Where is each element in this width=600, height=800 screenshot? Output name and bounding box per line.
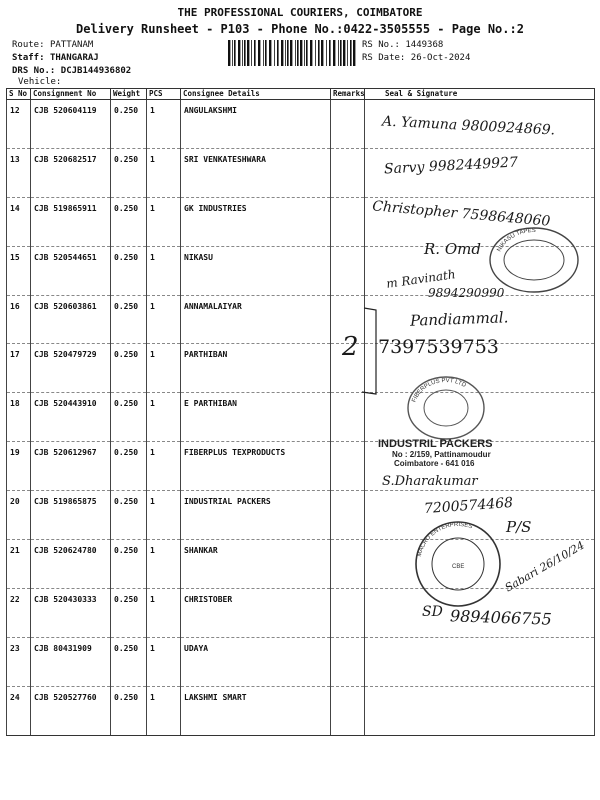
cell-consignee: SRI VENKATESHWARA — [181, 148, 331, 197]
remark-row-18: 2 — [342, 332, 359, 362]
cell-consignee: CHRISTOBER — [181, 588, 331, 637]
barcode-bar — [310, 40, 312, 66]
table-row — [7, 393, 595, 442]
cell-consignee: FIBERPLUS TEXPRODUCTS — [181, 442, 331, 491]
signature-row-24-sign: SD — [422, 604, 443, 620]
barcode-bar — [263, 40, 264, 66]
cell-sno: 12 — [7, 100, 31, 149]
barcode-bar — [318, 40, 320, 66]
barcode-image — [228, 40, 356, 66]
barcode-bar — [251, 40, 252, 66]
barcode-bar — [274, 40, 275, 66]
remarks-bracket — [358, 306, 382, 398]
rs-no-label: RS No.: — [362, 40, 400, 50]
barcode-bar — [281, 40, 283, 66]
cell-consignment: CJB 519865911 — [31, 197, 111, 246]
col-header-pcs: PCS — [147, 89, 181, 100]
cell-sno: 15 — [7, 246, 31, 295]
signature-row-21-name: S.Dharakumar — [382, 474, 478, 489]
barcode-bar — [254, 40, 256, 66]
signature-row-15: R. Omd — [424, 240, 481, 258]
barcode-bar — [277, 40, 279, 66]
cell-weight: 0.250 — [111, 197, 147, 246]
industril-packers-stamp — [378, 438, 518, 482]
rs-date-label: RS Date: — [362, 53, 406, 63]
barcode-bar — [265, 40, 267, 66]
drs-value: DCJB144936802 — [60, 66, 132, 76]
cell-pcs: 1 — [147, 295, 181, 344]
barcode-bar — [285, 40, 286, 66]
cell-consignment: CJB 520603861 — [31, 295, 111, 344]
barcode-bar — [304, 40, 305, 66]
barcode-bar — [315, 40, 316, 66]
cell-consignee: ANGULAKSHMI — [181, 100, 331, 149]
cell-remarks — [331, 540, 365, 589]
cell-sno: 24 — [7, 686, 31, 735]
cell-weight: 0.250 — [111, 637, 147, 686]
signature-row-16-phone: 9894290990 — [428, 286, 505, 300]
col-header-consignment: Consignment No — [31, 89, 111, 100]
table-row — [7, 686, 595, 735]
barcode-bar — [269, 40, 271, 66]
cell-pcs: 1 — [147, 344, 181, 393]
cell-remarks — [331, 588, 365, 637]
cell-remarks — [331, 491, 365, 540]
cell-consignee: LAKSHMI SMART — [181, 686, 331, 735]
barcode-bar — [247, 40, 249, 66]
signature-row-16-name: m Ravinath — [385, 267, 457, 291]
barcode-bar — [297, 40, 299, 66]
cell-consignment: CJB 520604119 — [31, 100, 111, 149]
barcode-bar — [232, 40, 233, 66]
col-header-weight: Weight — [111, 89, 147, 100]
barcode-bar — [228, 40, 230, 66]
col-header-remarks: Remarks — [331, 89, 365, 100]
cell-remarks — [331, 197, 365, 246]
rs-no-value: 1449368 — [405, 40, 444, 50]
signature-row-18: 7397539753 — [378, 336, 499, 358]
cell-consignee: INDUSTRIAL PACKERS — [181, 491, 331, 540]
cell-consignment: CJB 520430333 — [31, 588, 111, 637]
barcode-bar — [343, 40, 345, 66]
table-header-row — [7, 89, 595, 100]
signature-row-21-phone: 7200574468 — [423, 494, 514, 518]
rs-no-line — [362, 40, 443, 50]
cell-pcs: 1 — [147, 393, 181, 442]
cell-remarks — [331, 442, 365, 491]
runsheet-table — [6, 88, 595, 736]
signature-row-13: Sarvy 9982449927 — [383, 154, 519, 178]
runsheet-title: THE PROFESSIONAL COURIERS, COIMBATORE — [177, 6, 423, 19]
barcode-bar — [353, 40, 355, 66]
macro-enterprises-seal — [408, 518, 508, 610]
cell-remarks — [331, 393, 365, 442]
barcode-bar — [333, 40, 335, 66]
cell-consignment: CJB 520612967 — [31, 442, 111, 491]
barcode-bar — [321, 40, 323, 66]
cell-pcs: 1 — [147, 686, 181, 735]
cell-pcs: 1 — [147, 100, 181, 149]
cell-pcs: 1 — [147, 491, 181, 540]
fiberplus-seal — [404, 372, 488, 442]
signature-row-24-phone: 9894066755 — [449, 606, 553, 629]
cell-sno: 14 — [7, 197, 31, 246]
cell-sno: 23 — [7, 637, 31, 686]
cell-consignment: CJB 80431909 — [31, 637, 111, 686]
barcode-bar — [234, 40, 236, 66]
cell-seal — [365, 637, 595, 686]
cell-consignee: ANNAMALAIYAR — [181, 295, 331, 344]
cell-weight: 0.250 — [111, 686, 147, 735]
cell-remarks — [331, 246, 365, 295]
drs-label: DRS No.: — [12, 66, 56, 76]
industril-stamp-title: INDUSTRIL PACKERS — [378, 438, 493, 450]
barcode-bar — [238, 40, 240, 66]
col-header-consignee: Consignee Details — [181, 89, 331, 100]
cell-remarks — [331, 148, 365, 197]
cell-weight: 0.250 — [111, 588, 147, 637]
cell-pcs: 1 — [147, 588, 181, 637]
barcode-bar — [347, 40, 348, 66]
industril-stamp-address: No : 2/159, Pattinamoudur — [392, 450, 491, 459]
barcode-bar — [258, 40, 260, 66]
cell-sno: 16 — [7, 295, 31, 344]
cell-pcs: 1 — [147, 442, 181, 491]
signature-row-14: Christopher 7598648060 — [371, 198, 551, 230]
barcode-bar — [340, 40, 342, 66]
barcode-bar — [287, 40, 289, 66]
drs-line — [12, 66, 131, 76]
rs-date-value: 26-Oct-2024 — [410, 53, 471, 63]
signature-row-22: P/S — [506, 518, 532, 536]
route-label: Route: — [12, 40, 45, 50]
runsheet-subtitle: Delivery Runsheet - P103 - Phone No.:0422-3505555 - Page No.:2 — [76, 22, 524, 36]
cell-consignment: CJB 520479729 — [31, 344, 111, 393]
industril-stamp-city: Coimbatore - 641 016 — [394, 459, 475, 468]
cell-consignee: PARTHIBAN — [181, 344, 331, 393]
cell-sno: 19 — [7, 442, 31, 491]
cell-weight: 0.250 — [111, 442, 147, 491]
cell-remarks — [331, 100, 365, 149]
cell-weight: 0.250 — [111, 100, 147, 149]
vehicle-line — [18, 77, 61, 87]
cell-sno: 17 — [7, 344, 31, 393]
signature-row-17: Pandiammal. — [409, 308, 509, 330]
cell-weight: 0.250 — [111, 148, 147, 197]
cell-consignee: UDAYA — [181, 637, 331, 686]
macro-seal-inner: CBE — [452, 564, 465, 570]
cell-sno: 20 — [7, 491, 31, 540]
route-value: PATTANAM — [49, 40, 94, 50]
cell-weight: 0.250 — [111, 295, 147, 344]
barcode-bar — [242, 40, 243, 66]
cell-sno: 21 — [7, 540, 31, 589]
cell-consignment: CJB 520443910 — [31, 393, 111, 442]
cell-weight: 0.250 — [111, 540, 147, 589]
cell-pcs: 1 — [147, 540, 181, 589]
cell-remarks — [331, 686, 365, 735]
cell-consignee: SHANKAR — [181, 540, 331, 589]
barcode-bar — [295, 40, 296, 66]
cell-consignment: CJB 519865875 — [31, 491, 111, 540]
rs-date-line — [362, 53, 470, 63]
col-header-seal: Seal & Signature — [365, 89, 595, 100]
barcode-bar — [306, 40, 308, 66]
nikasu-seal — [484, 222, 584, 294]
cell-remarks — [331, 637, 365, 686]
barcode-bar — [300, 40, 302, 66]
fiberplus-seal-text: FIBERPLUS PVT LTD — [411, 377, 467, 404]
cell-weight: 0.250 — [111, 246, 147, 295]
cell-consignee: NIKASU — [181, 246, 331, 295]
cell-pcs: 1 — [147, 148, 181, 197]
cell-sno: 18 — [7, 393, 31, 442]
barcode-bar — [290, 40, 292, 66]
nikasu-seal-text: NIKASU TAPES — [496, 227, 536, 253]
cell-weight: 0.250 — [111, 393, 147, 442]
cell-pcs: 1 — [147, 637, 181, 686]
macro-seal-text: MACRO ENTERPRISES — [416, 521, 473, 558]
barcode-bar — [244, 40, 246, 66]
staff-value: THANGARAJ — [49, 53, 99, 63]
cell-consignee: E PARTHIBAN — [181, 393, 331, 442]
cell-consignment: CJB 520682517 — [31, 148, 111, 197]
cell-consignment: CJB 520624780 — [31, 540, 111, 589]
cell-weight: 0.250 — [111, 491, 147, 540]
cell-pcs: 1 — [147, 197, 181, 246]
barcode-bar — [338, 40, 339, 66]
barcode-bar — [329, 40, 331, 66]
cell-consignment: CJB 520527760 — [31, 686, 111, 735]
signature-row-12: A. Yamuna 9800924869. — [381, 113, 556, 139]
barcode-bar — [326, 40, 327, 66]
staff-line — [12, 53, 99, 63]
route-line — [12, 40, 93, 50]
cell-sno: 13 — [7, 148, 31, 197]
cell-consignment: CJB 520544651 — [31, 246, 111, 295]
cell-consignee: GK INDUSTRIES — [181, 197, 331, 246]
col-header-sno: S No — [7, 89, 31, 100]
cell-sno: 22 — [7, 588, 31, 637]
vehicle-label: Vehicle: — [18, 77, 62, 87]
table-row — [7, 637, 595, 686]
cell-seal — [365, 686, 595, 735]
signature-row-23: Sabari 26/10/24 — [502, 538, 587, 595]
cell-weight: 0.250 — [111, 344, 147, 393]
cell-pcs: 1 — [147, 246, 181, 295]
table-row — [7, 344, 595, 393]
staff-label: Staff: — [12, 53, 45, 63]
barcode-bar — [350, 40, 352, 66]
